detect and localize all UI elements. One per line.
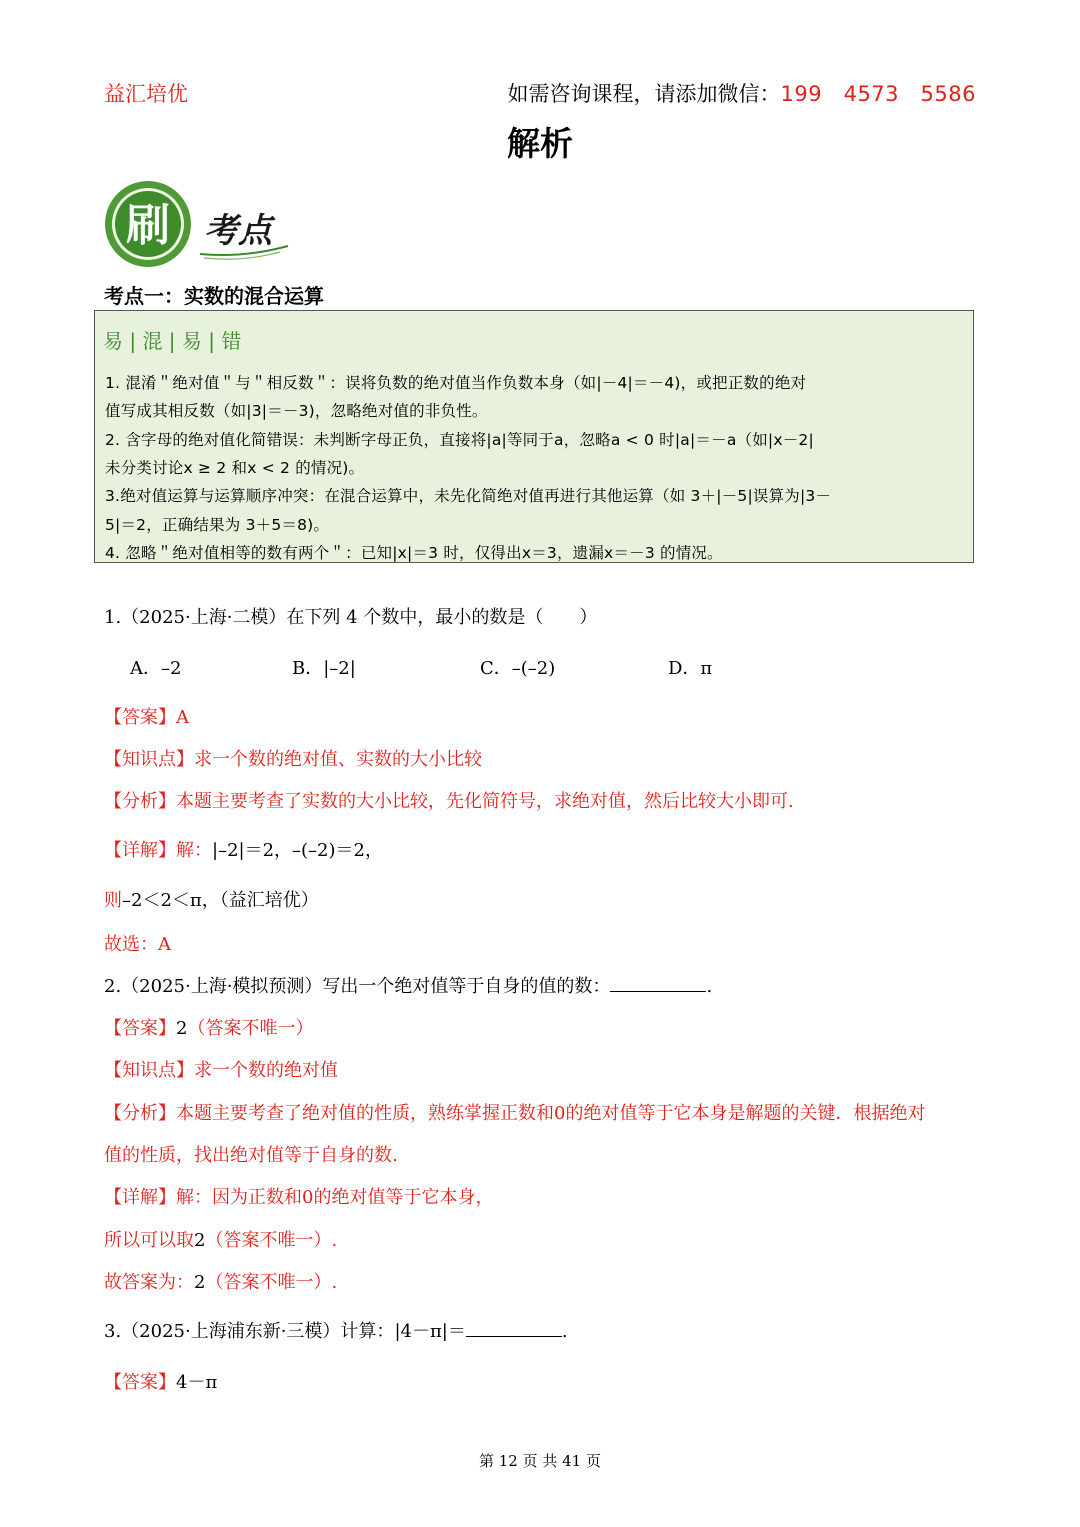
detail-text: 解：因为正数和0的绝对值等于它本身， bbox=[176, 1187, 494, 1208]
q1-option-c: C．–(–2) bbox=[480, 658, 556, 679]
final-num: 2 bbox=[194, 1272, 206, 1293]
q2-answer bbox=[104, 1014, 313, 1040]
logo-graphic bbox=[104, 176, 294, 270]
answer-tag: 【答案】 bbox=[104, 1372, 176, 1393]
final-text: 故答案为： bbox=[104, 1272, 194, 1293]
analysis-text: 本题主要考查了绝对值的性质，熟练掌握正数和0的绝对值等于它本身是解题的关键．根据绝对 bbox=[176, 1103, 926, 1124]
answer-tag: 【答案】 bbox=[104, 707, 176, 728]
page-title: 解析 bbox=[507, 124, 573, 163]
q3-stem-math: |4－π|＝ bbox=[394, 1321, 466, 1342]
tip-line: 4. 忽略＂绝对值相等的数有两个＂：已知|x|＝3 时，仅得出x＝3，遗漏x＝－3 的情况。 bbox=[105, 544, 723, 562]
q2-analysis-cont: 值的性质，找出绝对值等于自身的数. bbox=[104, 1145, 398, 1166]
q3-answer bbox=[104, 1368, 217, 1394]
tip-line: 1. 混淆＂绝对值＂与＂相反数＂：误将负数的绝对值当作负数本身（如|－4|＝－4)，或把正数的绝对 bbox=[105, 374, 807, 392]
tip-line: 5|＝2，正确结果为 3＋5＝8)。 bbox=[105, 516, 330, 534]
then-math: –2＜2＜π， bbox=[122, 890, 220, 911]
line2-note: （答案不唯一）. bbox=[205, 1230, 338, 1251]
tips-title: 易 | 混 | 易 | 错 bbox=[103, 329, 242, 353]
kp-tag: 【知识点】 bbox=[104, 749, 194, 770]
then-prefix: 则 bbox=[104, 890, 122, 911]
tip-line: 未分类讨论x ≥ 2 和x < 2 的情况)。 bbox=[105, 459, 365, 477]
question-1-stem: 1.（2025·上海·二模）在下列 4 个数中，最小的数是（ ） bbox=[104, 607, 598, 628]
answer-value: 4－π bbox=[176, 1372, 218, 1393]
q1-option-d: D．π bbox=[668, 658, 713, 679]
question-3-stem bbox=[104, 1317, 568, 1343]
question-2-stem bbox=[104, 972, 712, 998]
q3-stem-text: 3.（2025·上海浦东新·三模）计算： bbox=[104, 1321, 395, 1342]
analysis-tag: 【分析】 bbox=[104, 791, 176, 812]
then-note: （益汇培优） bbox=[219, 890, 319, 911]
q2-knowledge-point bbox=[104, 1056, 338, 1082]
kp-text: 求一个数的绝对值 bbox=[194, 1060, 338, 1081]
q1-option-b: B．|–2| bbox=[292, 658, 356, 679]
kp-tag: 【知识点】 bbox=[104, 1060, 194, 1081]
contact-info bbox=[507, 78, 976, 108]
detail-tag: 【详解】 bbox=[104, 840, 176, 861]
phone-number: 199 4573 5586 bbox=[780, 82, 976, 106]
q3-stem-end: . bbox=[561, 1321, 568, 1342]
detail-prefix: 解： bbox=[176, 840, 212, 861]
answer-tag: 【答案】 bbox=[104, 1018, 176, 1039]
q2-final bbox=[104, 1268, 337, 1294]
answer-blank bbox=[466, 1318, 562, 1337]
analysis-text: 本题主要考查了实数的大小比较，先化简符号，求绝对值，然后比较大小即可. bbox=[176, 791, 794, 812]
tip-line: 值写成其相反数（如|3|＝－3)，忽略绝对值的非负性。 bbox=[105, 402, 488, 420]
q1-choose: 故选：A bbox=[104, 934, 171, 955]
detail-tag: 【详解】 bbox=[104, 1187, 176, 1208]
tips-box bbox=[94, 310, 974, 563]
section-heading: 考点一：实数的混合运算 bbox=[104, 284, 324, 308]
logo-badge bbox=[104, 176, 294, 270]
logo-text: 考点 bbox=[204, 211, 272, 251]
tip-line: 2. 含字母的绝对值化简错误：未判断字母正负，直接将|a|等同于a，忽略a < 0 时|a|＝－a（如|x－2| bbox=[105, 431, 814, 449]
brand-name: 益汇培优 bbox=[104, 82, 188, 106]
q2-detail-line2 bbox=[104, 1226, 337, 1252]
q1-option-a: A．–2 bbox=[130, 658, 182, 679]
answer-num: 2 bbox=[176, 1018, 188, 1039]
line2-num: 2 bbox=[194, 1230, 206, 1251]
q2-stem-end: . bbox=[706, 976, 713, 997]
line2-text: 所以可以取 bbox=[104, 1230, 194, 1251]
kp-text: 求一个数的绝对值、实数的大小比较 bbox=[194, 749, 482, 770]
final-note: （答案不唯一）. bbox=[205, 1272, 338, 1293]
detail-math: |–2|＝2，–(–2)＝2， bbox=[212, 840, 383, 861]
q1-answer bbox=[104, 703, 189, 729]
tip-line: 3.绝对值运算与运算顺序冲突：在混合运算中，未先化简绝对值再进行其他运算（如 3＋|－5|误算为|3－ bbox=[105, 487, 832, 505]
q1-detail bbox=[104, 836, 383, 862]
page-footer: 第 12 页 共 41 页 bbox=[478, 1452, 601, 1470]
q1-then bbox=[104, 886, 319, 912]
q2-analysis bbox=[104, 1099, 925, 1125]
analysis-tag: 【分析】 bbox=[104, 1103, 176, 1124]
answer-blank bbox=[610, 973, 706, 992]
logo-char: 刷 bbox=[126, 200, 170, 251]
q1-analysis bbox=[104, 787, 794, 813]
q1-knowledge-point bbox=[104, 745, 482, 771]
answer-note: （答案不唯一） bbox=[187, 1018, 314, 1039]
q2-detail bbox=[104, 1183, 493, 1209]
answer-value: A bbox=[176, 707, 189, 728]
contact-prefix: 如需咨询课程，请添加微信： bbox=[507, 82, 781, 106]
q2-stem-text: 2.（2025·上海·模拟预测）写出一个绝对值等于自身的值的数： bbox=[104, 976, 611, 997]
